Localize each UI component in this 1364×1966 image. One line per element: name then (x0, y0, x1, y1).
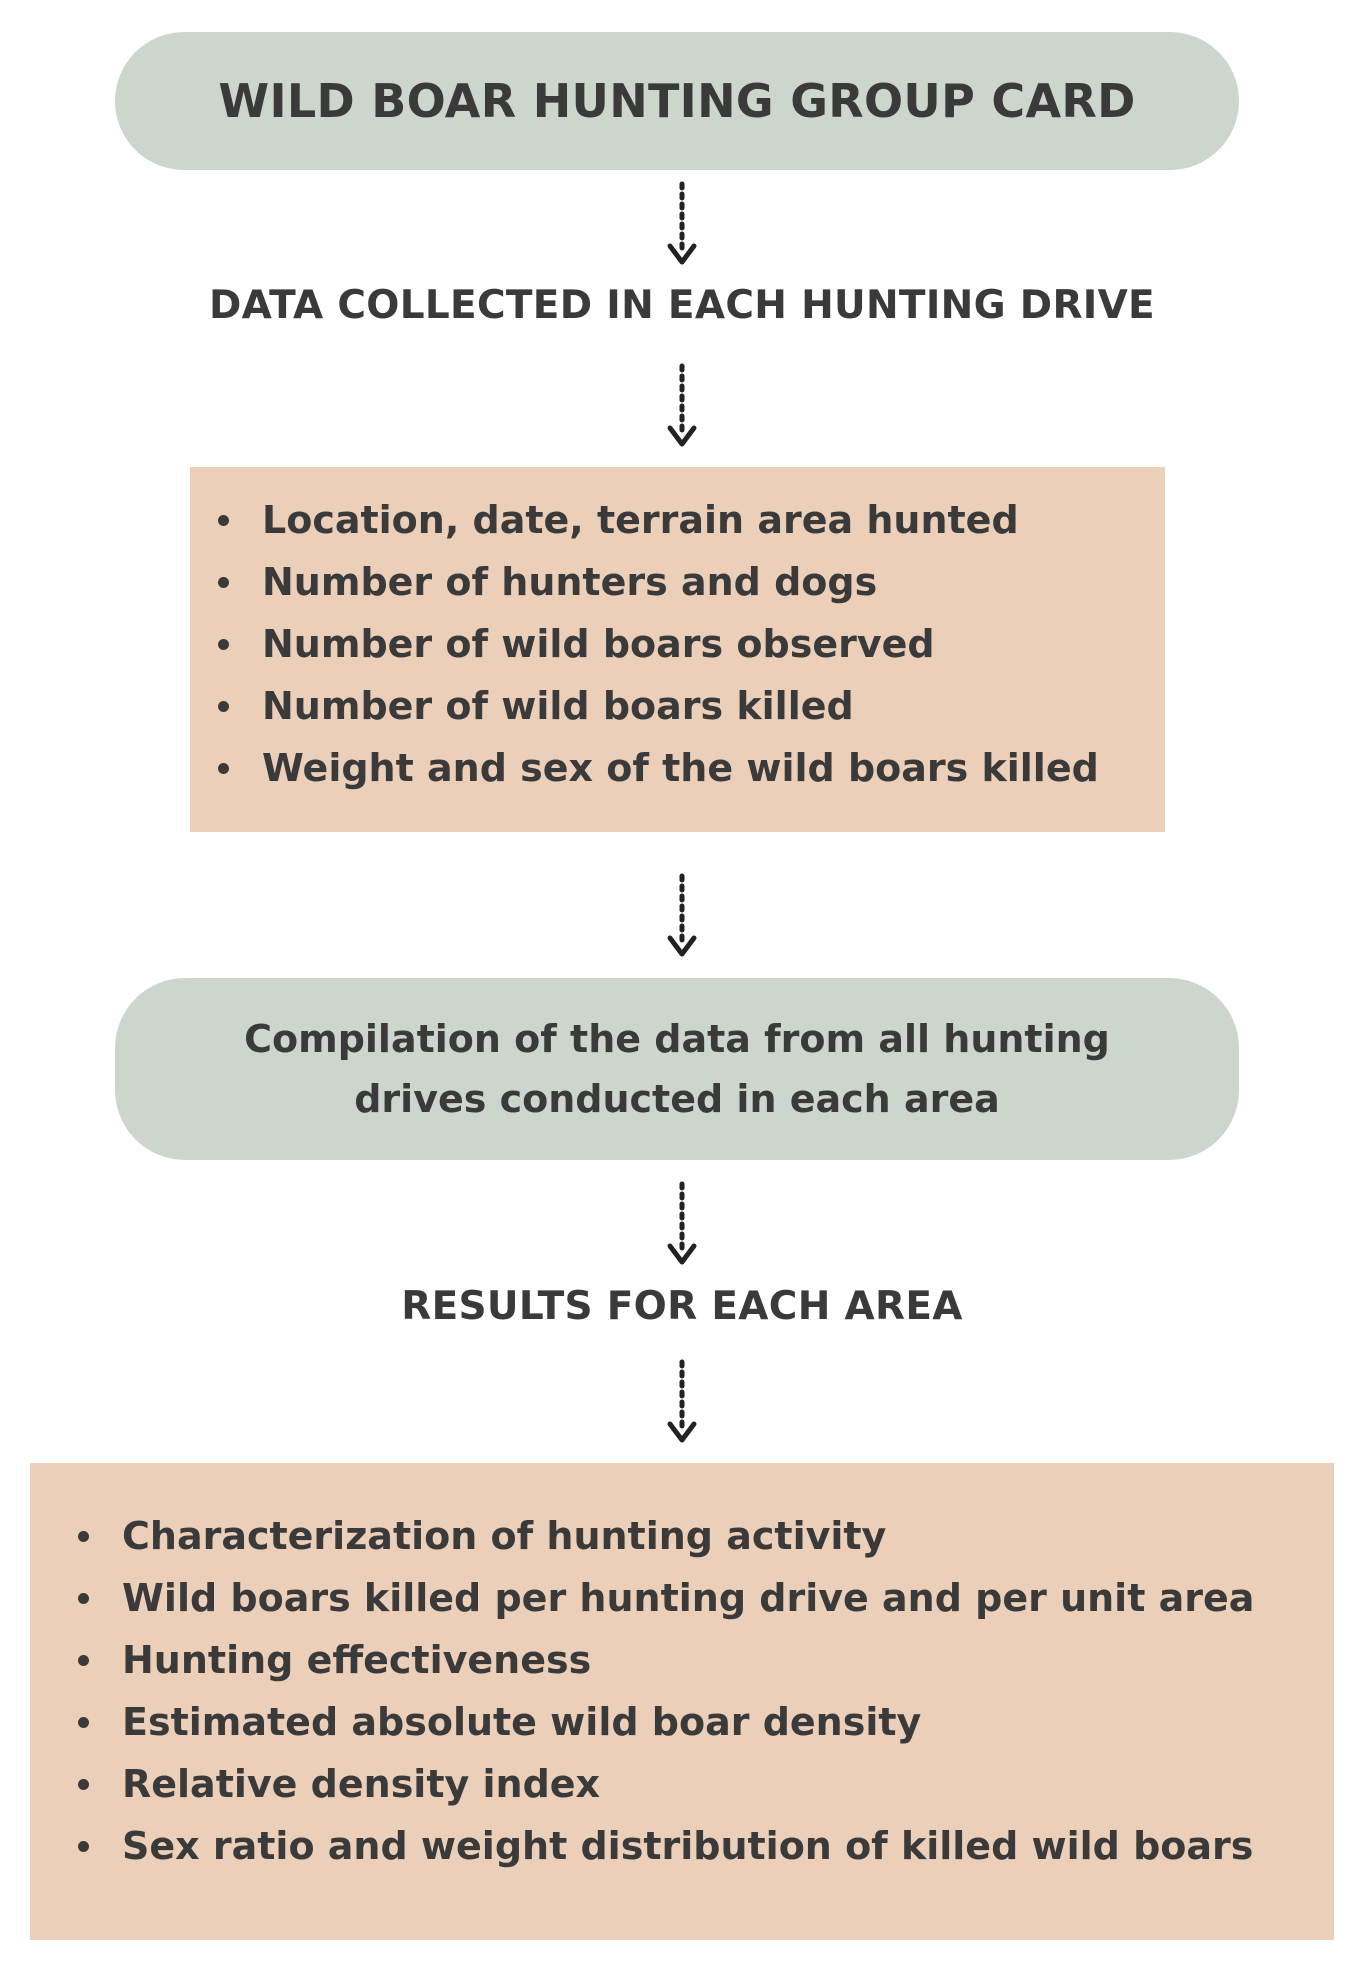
results-box (30, 1463, 1334, 1940)
arrow-down-icon (666, 180, 698, 270)
data-collected-box (190, 467, 1165, 832)
results-heading: RESULTS FOR EACH AREA (401, 1284, 963, 1329)
compilation-node (115, 978, 1239, 1160)
compilation-text: Compilation of the data from all hunting drives conducted in each area (244, 1017, 1110, 1121)
start-node (115, 32, 1239, 170)
list-item: Number of hunters and dogs (210, 551, 1155, 613)
dotted-arrow-5 (666, 1358, 698, 1448)
arrow-down-icon (666, 1358, 698, 1448)
dotted-arrow-3 (666, 872, 698, 962)
bullet-icon (78, 1593, 89, 1604)
bullet-icon (218, 577, 229, 588)
list-item: Sex ratio and weight distribution of killed wild boars (70, 1815, 1324, 1877)
start-title: WILD BOAR HUNTING GROUP CARD (218, 74, 1136, 128)
list-item: Wild boars killed per hunting drive and per unit area (70, 1567, 1324, 1629)
dotted-arrow-4 (666, 1180, 698, 1270)
arrow-down-icon (666, 872, 698, 962)
list-item: Location, date, terrain area hunted (210, 489, 1155, 551)
bullet-icon (78, 1531, 89, 1542)
arrow-down-icon (666, 1180, 698, 1270)
list-item: Number of wild boars observed (210, 613, 1155, 675)
list-item: Relative density index (70, 1753, 1324, 1815)
dotted-arrow-2 (666, 362, 698, 452)
bullet-icon (218, 515, 229, 526)
list-item: Estimated absolute wild boar density (70, 1691, 1324, 1753)
bullet-icon (218, 639, 229, 650)
results-list (70, 1505, 1324, 1877)
bullet-icon (218, 763, 229, 774)
data-collected-list (210, 489, 1155, 799)
list-item: Characterization of hunting activity (70, 1505, 1324, 1567)
bullet-icon (78, 1779, 89, 1790)
data-collected-heading: DATA COLLECTED IN EACH HUNTING DRIVE (208, 283, 1156, 328)
list-item: Hunting effectiveness (70, 1629, 1324, 1691)
bullet-icon (78, 1655, 89, 1666)
bullet-icon (78, 1841, 89, 1852)
bullet-icon (78, 1717, 89, 1728)
dotted-arrow-1 (666, 180, 698, 270)
bullet-icon (218, 701, 229, 712)
arrow-down-icon (666, 362, 698, 452)
list-item: Weight and sex of the wild boars killed (210, 737, 1155, 799)
list-item: Number of wild boars killed (210, 675, 1155, 737)
